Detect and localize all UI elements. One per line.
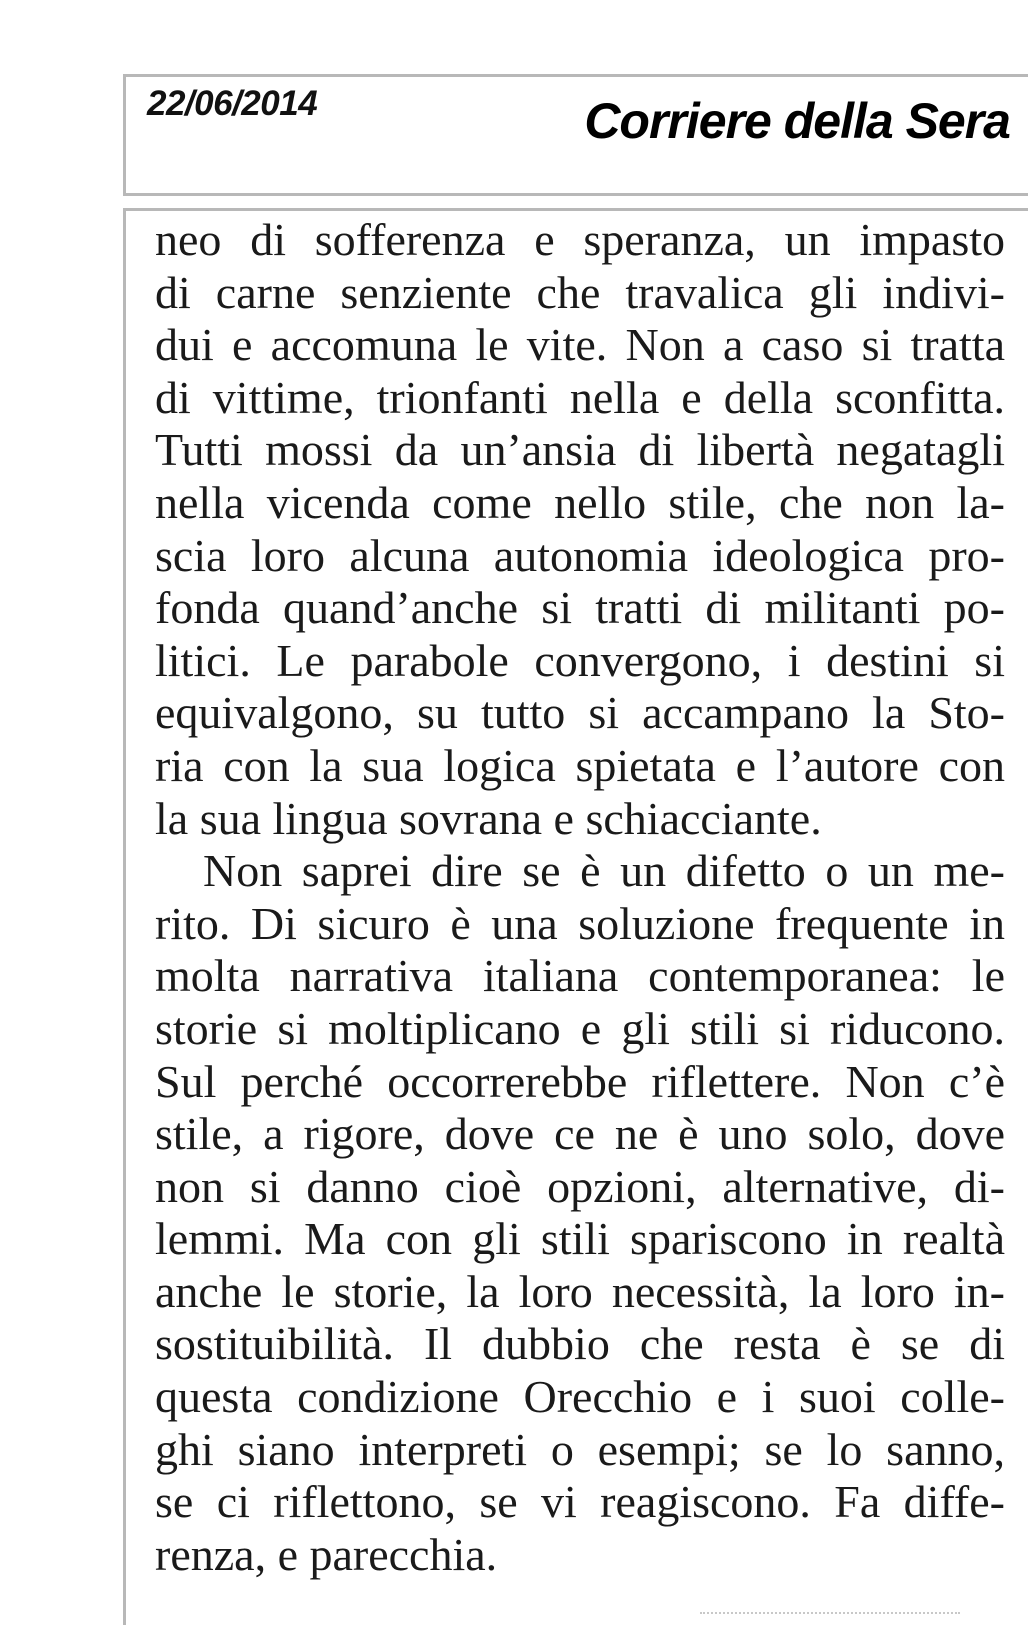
article-line: fonda quand’anche si tratti di militanti po- [155, 582, 1005, 634]
article-line: storie si moltiplicano e gli stili si riducono. [155, 1002, 1005, 1054]
paragraph-start-line: Non saprei dire se è un difetto o un me- [203, 845, 1005, 897]
cropped-footer-fragment [700, 1612, 960, 1622]
paragraph-end-line: la sua lingua sovrana e schiacciante. [155, 792, 822, 844]
article-line: Sul perché occorrerebbe riflettere. Non c’è [155, 1055, 1005, 1107]
article-line: ghi siano interpreti o esempi; se lo sanno, [155, 1423, 1005, 1475]
article-line: questa condizione Orecchio e i suoi colle- [155, 1371, 1005, 1423]
article-line: anche le storie, la loro necessità, la loro in- [155, 1265, 1005, 1317]
article-line: sostituibilità. Il dubbio che resta è se di [155, 1318, 1005, 1370]
article-line: se ci riflettono, se vi reagiscono. Fa diffe- [155, 1476, 1005, 1528]
article-line: molta narrativa italiana contemporanea: le [155, 950, 1005, 1002]
article-line: di vittime, trionfanti nella e della sconfitta. [155, 371, 1005, 423]
article-line: scia loro alcuna autonomia ideologica pro- [155, 529, 1005, 581]
article-line: nella vicenda come nello stile, che non la- [155, 476, 1005, 528]
article-line: neo di sofferenza e speranza, un impasto [155, 214, 1005, 265]
article-body [155, 214, 1005, 1581]
article-line: di carne senziente che travalica gli indivi- [155, 266, 1005, 318]
article-line: non si danno cioè opzioni, alternative, di- [155, 1160, 1005, 1212]
publication-date: 22/06/2014 [147, 84, 318, 123]
article-line: lemmi. Ma con gli stili spariscono in realtà [155, 1213, 1005, 1265]
article-line: stile, a rigore, dove ce ne è uno solo, dove [155, 1108, 1005, 1160]
article-line: equivalgono, su tutto si accampano la Sto- [155, 687, 1005, 739]
article-final-line: renza, e parecchia. [155, 1528, 498, 1580]
article-line: dui e accomuna le vite. Non a caso si tratta [155, 319, 1005, 371]
article-line: Tutti mossi da un’ansia di libertà negatagli [155, 424, 1005, 476]
article-line: ria con la sua logica spietata e l’autore con [155, 739, 1005, 791]
article-line: litici. Le parabole convergono, i destini si [155, 634, 1005, 686]
article-line: rito. Di sicuro è una soluzione frequente in [155, 897, 1005, 949]
newspaper-title: Corriere della Sera [584, 93, 1010, 149]
